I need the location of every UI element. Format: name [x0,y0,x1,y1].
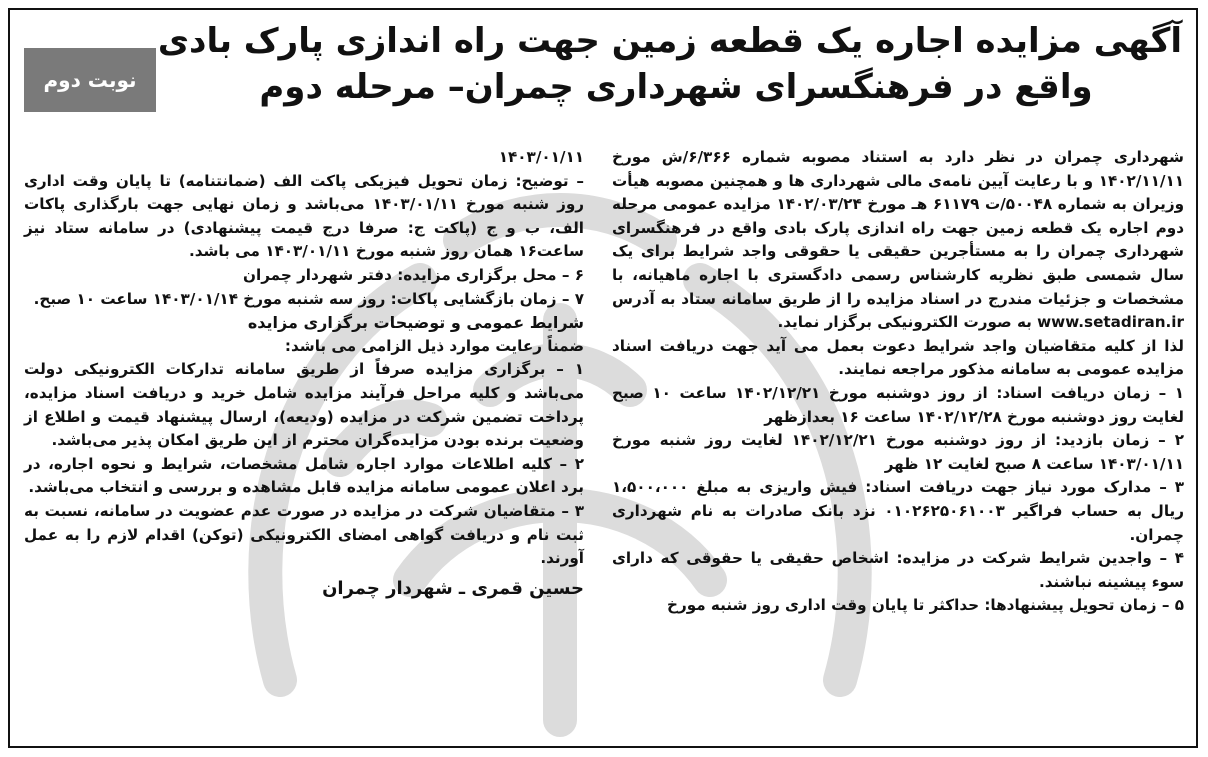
item-4-label: ۴ – واجدین شرایط شرکت در مزایده: [896,549,1184,568]
right-column [612,146,1184,618]
item-3 [612,476,1184,547]
condition-1: ۱ – برگزاری مزایده صرفاً از طریق سامانه تدارکات الکترونیکی دولت می‌باشد و کلیه مراحل فرآیند مزایده شامل خرید و دریافت اسناد مزایده، پرداخت تضمین شرکت در مزایده (ودیعه)، ارسال پیشنهاد قیمت و اطلاع از وضعیت برنده بودن مزایده‌گران محترم از این طریق امکان پذیر می‌باشد. [24,360,584,450]
item-1 [612,382,1184,429]
note-text: زمان تحویل فیزیکی پاکت الف (ضمانتنامه) تا پایان وقت اداری روز شنبه مورخ ۱۴۰۳/۰۱/۱۱ می‌باشد و زمان نهایی جهت بارگذاری پاکات الف، ب و ج (پاکت ج: صرفا درج قیمت پیشنهادی) در سامانه ستاد نیز ساعت۱۶ همان روز شنبه مورخ ۱۴۰۳/۰۱/۱۱ می باشد. [24,171,584,261]
item-7-text: روز سه شنبه مورخ ۱۴۰۳/۰۱/۱۴ ساعت ۱۰ صبح. [33,289,386,308]
condition-3: ۳ – متقاضیان شرکت در مزایده در صورت عدم عضویت در سامانه، نسبت به ثبت نام و دریافت گواهی امضای الکترونیکی (توکن) اقدام لازم را به عمل آورند. [24,501,584,568]
intro-paragraph [612,146,1184,335]
note-paragraph [24,170,584,264]
condition-2: ۲ – کلیه اطلاعات موارد اجاره شامل مشخصات، شرایط و نحوه اجاره، در برد اعلان عمومی سامانه مزایده قابل مشاهده و بررسی و انتخاب می‌باشد. [24,454,584,497]
left-column [24,146,584,600]
notice-frame [8,8,1198,748]
item-6-text: دفتر شهردار چمران [243,265,392,284]
item-2 [612,429,1184,476]
item-4-text: اشخاص حقیقی یا حقوقی که دارای سوء پیشینه نباشند. [612,549,1184,591]
item-5-label: ۵ – زمان تحویل پیشنهادها: [984,596,1184,615]
item-6 [24,264,584,288]
date-continuation: ۱۴۰۳/۰۱/۱۱ [498,148,584,166]
item-5 [612,594,1184,618]
item-1-label: ۱ – زمان دریافت اسناد: [996,383,1185,402]
item-7 [24,288,584,312]
item-2-text: از روز دوشنبه مورخ ۱۴۰۲/۱۲/۲۱ لغایت روز شنبه مورخ ۱۴۰۳/۰۱/۱۱ ساعت ۸ صبح لغایت ۱۲ ظهر [612,431,1184,473]
website-link[interactable]: www.setadiran.ir [1037,313,1184,332]
item-4 [612,547,1184,594]
note-label: – توضیح: [515,171,584,190]
title-line-1: آگهی مزایده اجاره یک قطعه زمین جهت راه اندازی پارک بادی [157,21,1182,61]
invite-paragraph: لذا از کلیه متقاضیان واجد شرایط دعوت بعمل می آید جهت دریافت اسناد مزایده عمومی به سامانه مذکور مراجعه نمایند. [612,336,1184,379]
signature: حسین قمری ـ شهردار چمران [322,577,584,599]
item-5-text: حداکثر تا پایان وقت اداری روز شنبه مورخ [667,596,980,615]
conditions-heading: شرایط عمومی و توضیحات برگزاری مزایده [247,313,584,333]
item-2-label: ۲ – زمان بازدید: [1054,431,1184,450]
intro-text: شهرداری چمران در نظر دارد به استناد مصوبه شماره ۶/۳۶۶/ش مورخ ۱۴۰۲/۱۱/۱۱ و با رعایت آیین نامه‌ی مالی شهرداری ها و همچنین مصوبه هیأت وزیران به شماره ۵۰۰۴۸/ت ۶۱۱۷۹ هـ مورخ ۱۴۰۲/۰۳/۲۴ مزایده عمومی مرحله دوم اجاره یک قطعه زمین جهت راه اندازی پارک بادی واقع در فرهنگسرای شهرداری چمران را به مستأجرین حقیقی یا حقوقی واجد شرایط برای یک سال شمسی طبق نظریه کارشناس رسمی دادگستری با اجاره ماهیانه، با مشخصات و جزئیات مندرج در اسناد مزایده را از طریق سامانه ستاد به آدرس [612,148,1185,308]
item-3-label: ۳ – مدارک مورد نیاز جهت دریافت اسناد: [865,478,1184,497]
round-badge: نوبت دوم [24,48,156,112]
conditions-intro: ضمناً رعایت موارد ذیل الزامی می باشد: [284,336,584,355]
item-3-text: فیش واریزی به مبلغ ۱،۵۰۰،۰۰۰ ریال به حساب فراگیر ۰۱۰۲۶۲۵۰۶۱۰۰۳ نزد بانک صادرات به نام شهرداری چمران. [612,478,1184,544]
notice-title [157,18,1182,110]
item-6-label: ۶ – محل برگزاری مزایده: [397,265,584,284]
item-1-text: از روز دوشنبه مورخ ۱۴۰۲/۱۲/۲۱ ساعت ۱۰ صبح لغایت روز دوشنبه مورخ ۱۴۰۲/۱۲/۲۸ ساعت ۱۶ بعدازظهر [612,383,1184,426]
title-line-2: واقع در فرهنگسرای شهرداری چمران– مرحله دوم [259,67,1093,107]
item-7-label: ۷ – زمان بازگشایی پاکات: [390,289,584,308]
intro-end-text: به صورت الکترونیکی برگزار نماید. [777,313,1032,332]
